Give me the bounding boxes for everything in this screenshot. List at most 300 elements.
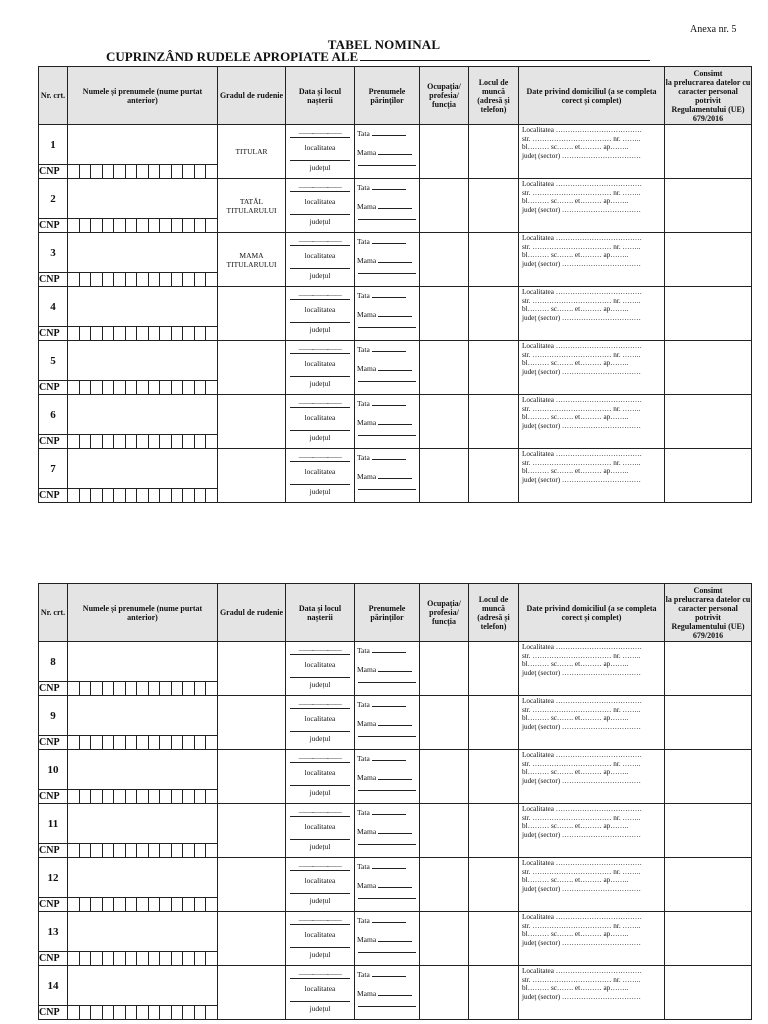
parents-cell[interactable] (355, 179, 420, 233)
grad-cell[interactable] (218, 395, 286, 449)
domicile-locality[interactable]: Localitatea ……………………………… (522, 805, 642, 813)
domicile-county[interactable]: judeţ (sector) …………………………… (522, 421, 641, 430)
domicile-locality[interactable]: Localitatea ……………………………… (522, 967, 642, 975)
parents-extra-line[interactable] (358, 381, 416, 382)
cnp-digit-cell[interactable] (183, 165, 195, 178)
cnp-digit-cell[interactable] (103, 327, 115, 340)
domicile-county[interactable]: judeţ (sector) …………………………… (522, 668, 641, 677)
parents-cell[interactable] (355, 642, 420, 696)
work-cell[interactable] (469, 233, 519, 287)
cnp-digit-cell[interactable] (172, 489, 184, 502)
cnp-digit-cell[interactable] (195, 790, 207, 803)
birth-cell[interactable] (286, 449, 355, 503)
name-cell[interactable] (68, 642, 218, 682)
domicile-county[interactable]: judeţ (sector) …………………………… (522, 475, 641, 484)
cnp-field[interactable] (68, 435, 218, 449)
grad-cell[interactable] (218, 287, 286, 341)
domicile-cell[interactable] (519, 449, 665, 503)
occupation-cell[interactable] (420, 858, 469, 912)
birth-date-field[interactable]: ——-——-—— (290, 129, 350, 138)
cnp-digit-cell[interactable] (114, 736, 126, 749)
birth-cell[interactable] (286, 179, 355, 233)
parents-extra-line[interactable] (358, 165, 416, 166)
parents-extra-line[interactable] (358, 790, 416, 791)
mother-field[interactable] (355, 309, 419, 319)
work-cell[interactable] (469, 804, 519, 858)
cnp-digit-cell[interactable] (68, 219, 80, 232)
cnp-digit-cell[interactable] (114, 682, 126, 695)
cnp-digit-cell[interactable] (80, 1006, 92, 1019)
domicile-county[interactable]: judeţ (sector) …………………………… (522, 776, 641, 785)
cnp-digit-cell[interactable] (206, 682, 217, 695)
parents-extra-line[interactable] (358, 844, 416, 845)
cnp-digit-cell[interactable] (68, 790, 80, 803)
birth-date-field[interactable]: ——-——-—— (290, 700, 350, 709)
birth-date-field[interactable]: ——-——-—— (290, 646, 350, 655)
birth-cell[interactable] (286, 804, 355, 858)
cnp-digit-cell[interactable] (137, 736, 149, 749)
mother-field[interactable] (355, 718, 419, 728)
grad-cell[interactable]: TATĂL TITULARULUI (218, 179, 286, 233)
domicile-street[interactable]: str. …………………………… nr. …….. (522, 867, 641, 876)
cnp-digit-cell[interactable] (160, 736, 172, 749)
parents-cell[interactable] (355, 341, 420, 395)
birth-cell[interactable] (286, 966, 355, 1020)
cnp-digit-cell[interactable] (126, 381, 138, 394)
birth-date-field[interactable]: ——-——-—— (290, 453, 350, 462)
mother-field[interactable] (355, 988, 419, 998)
parents-cell[interactable] (355, 233, 420, 287)
father-field[interactable] (355, 645, 419, 655)
cnp-digit-cell[interactable] (68, 1006, 80, 1019)
cnp-digit-cell[interactable] (160, 844, 172, 857)
name-cell[interactable] (68, 179, 218, 219)
domicile-locality[interactable]: Localitatea ……………………………… (522, 913, 642, 921)
father-field[interactable] (355, 236, 419, 246)
grad-cell[interactable]: MAMA TITULARULUI (218, 233, 286, 287)
father-field[interactable] (355, 398, 419, 408)
grad-cell[interactable] (218, 642, 286, 696)
cnp-digit-cell[interactable] (126, 844, 138, 857)
domicile-street[interactable]: str. …………………………… nr. …….. (522, 458, 641, 467)
cnp-digit-cell[interactable] (137, 219, 149, 232)
domicile-street[interactable]: str. …………………………… nr. …….. (522, 705, 641, 714)
domicile-county[interactable]: judeţ (sector) …………………………… (522, 884, 641, 893)
birth-cell[interactable] (286, 287, 355, 341)
domicile-cell[interactable] (519, 642, 665, 696)
birth-cell[interactable] (286, 125, 355, 179)
consent-cell[interactable] (665, 966, 752, 1020)
domicile-locality[interactable]: Localitatea ……………………………… (522, 126, 642, 134)
parents-extra-line[interactable] (358, 489, 416, 490)
occupation-cell[interactable] (420, 696, 469, 750)
cnp-digit-cell[interactable] (114, 219, 126, 232)
work-cell[interactable] (469, 125, 519, 179)
consent-cell[interactable] (665, 642, 752, 696)
consent-cell[interactable] (665, 341, 752, 395)
father-field[interactable] (355, 699, 419, 709)
cnp-digit-cell[interactable] (137, 952, 149, 965)
domicile-block[interactable]: bl……… sc……. et……… ap…….. (522, 660, 629, 669)
domicile-block[interactable]: bl……… sc……. et……… ap…….. (522, 413, 629, 422)
cnp-digit-cell[interactable] (183, 790, 195, 803)
domicile-cell[interactable] (519, 395, 665, 449)
cnp-digit-cell[interactable] (91, 489, 103, 502)
parents-extra-line[interactable] (358, 327, 416, 328)
birth-cell[interactable] (286, 750, 355, 804)
cnp-digit-cell[interactable] (206, 273, 217, 286)
cnp-digit-cell[interactable] (195, 1006, 207, 1019)
birth-cell[interactable] (286, 858, 355, 912)
domicile-locality[interactable]: Localitatea ……………………………… (522, 859, 642, 867)
birth-date-field[interactable]: ——-——-—— (290, 754, 350, 763)
domicile-block[interactable]: bl……… sc……. et……… ap…….. (522, 768, 629, 777)
cnp-digit-cell[interactable] (137, 790, 149, 803)
cnp-digit-cell[interactable] (126, 1006, 138, 1019)
birth-locality-line[interactable] (290, 156, 350, 161)
cnp-digit-cell[interactable] (114, 898, 126, 911)
consent-cell[interactable] (665, 804, 752, 858)
domicile-street[interactable]: str. …………………………… nr. …….. (522, 134, 641, 143)
cnp-digit-cell[interactable] (206, 435, 217, 448)
cnp-digit-cell[interactable] (126, 435, 138, 448)
cnp-field[interactable] (68, 790, 218, 804)
domicile-block[interactable]: bl……… sc……. et……… ap…….. (522, 197, 629, 206)
cnp-digit-cell[interactable] (195, 165, 207, 178)
cnp-digit-cell[interactable] (172, 273, 184, 286)
cnp-digit-cell[interactable] (137, 1006, 149, 1019)
cnp-digit-cell[interactable] (91, 898, 103, 911)
cnp-field[interactable] (68, 219, 218, 233)
domicile-block[interactable]: bl……… sc……. et……… ap…….. (522, 359, 629, 368)
cnp-digit-cell[interactable] (149, 952, 161, 965)
cnp-digit-cell[interactable] (160, 435, 172, 448)
domicile-street[interactable]: str. …………………………… nr. …….. (522, 921, 641, 930)
domicile-street[interactable]: str. …………………………… nr. …….. (522, 296, 641, 305)
parents-extra-line[interactable] (358, 435, 416, 436)
cnp-digit-cell[interactable] (137, 165, 149, 178)
cnp-digit-cell[interactable] (126, 898, 138, 911)
cnp-digit-cell[interactable] (103, 219, 115, 232)
cnp-digit-cell[interactable] (160, 898, 172, 911)
cnp-digit-cell[interactable] (137, 381, 149, 394)
cnp-digit-cell[interactable] (103, 1006, 115, 1019)
parents-cell[interactable] (355, 287, 420, 341)
domicile-street[interactable]: str. …………………………… nr. …….. (522, 651, 641, 660)
cnp-digit-cell[interactable] (149, 327, 161, 340)
work-cell[interactable] (469, 750, 519, 804)
father-field[interactable] (355, 753, 419, 763)
cnp-digit-cell[interactable] (103, 898, 115, 911)
cnp-digit-cell[interactable] (172, 219, 184, 232)
birth-date-field[interactable]: ——-——-—— (290, 399, 350, 408)
cnp-digit-cell[interactable] (103, 273, 115, 286)
cnp-digit-cell[interactable] (195, 327, 207, 340)
grad-cell[interactable] (218, 912, 286, 966)
mother-field[interactable] (355, 664, 419, 674)
cnp-digit-cell[interactable] (91, 736, 103, 749)
parents-cell[interactable] (355, 696, 420, 750)
cnp-digit-cell[interactable] (80, 219, 92, 232)
name-cell[interactable] (68, 858, 218, 898)
cnp-digit-cell[interactable] (206, 952, 217, 965)
cnp-digit-cell[interactable] (126, 489, 138, 502)
grad-cell[interactable] (218, 858, 286, 912)
parents-extra-line[interactable] (358, 682, 416, 683)
cnp-digit-cell[interactable] (183, 273, 195, 286)
cnp-digit-cell[interactable] (80, 952, 92, 965)
parents-extra-line[interactable] (358, 219, 416, 220)
cnp-digit-cell[interactable] (183, 844, 195, 857)
cnp-digit-cell[interactable] (91, 381, 103, 394)
birth-cell[interactable] (286, 642, 355, 696)
domicile-cell[interactable] (519, 179, 665, 233)
father-field[interactable] (355, 861, 419, 871)
birth-locality-line[interactable] (290, 997, 350, 1002)
work-cell[interactable] (469, 642, 519, 696)
work-cell[interactable] (469, 395, 519, 449)
cnp-field[interactable] (68, 682, 218, 696)
cnp-digit-cell[interactable] (80, 790, 92, 803)
domicile-cell[interactable] (519, 966, 665, 1020)
parents-cell[interactable] (355, 125, 420, 179)
cnp-field[interactable] (68, 844, 218, 858)
birth-cell[interactable] (286, 696, 355, 750)
occupation-cell[interactable] (420, 125, 469, 179)
birth-date-field[interactable]: ——-——-—— (290, 916, 350, 925)
cnp-digit-cell[interactable] (160, 165, 172, 178)
cnp-digit-cell[interactable] (103, 435, 115, 448)
cnp-digit-cell[interactable] (80, 165, 92, 178)
cnp-digit-cell[interactable] (183, 381, 195, 394)
cnp-digit-cell[interactable] (195, 219, 207, 232)
cnp-digit-cell[interactable] (114, 273, 126, 286)
birth-locality-line[interactable] (290, 264, 350, 269)
work-cell[interactable] (469, 179, 519, 233)
cnp-digit-cell[interactable] (183, 1006, 195, 1019)
cnp-digit-cell[interactable] (149, 165, 161, 178)
domicile-locality[interactable]: Localitatea ……………………………… (522, 396, 642, 404)
domicile-block[interactable]: bl……… sc……. et……… ap…….. (522, 876, 629, 885)
work-cell[interactable] (469, 696, 519, 750)
parents-extra-line[interactable] (358, 736, 416, 737)
domicile-cell[interactable] (519, 341, 665, 395)
cnp-digit-cell[interactable] (137, 682, 149, 695)
work-cell[interactable] (469, 858, 519, 912)
mother-field[interactable] (355, 934, 419, 944)
birth-locality-line[interactable] (290, 210, 350, 215)
cnp-digit-cell[interactable] (126, 790, 138, 803)
name-cell[interactable] (68, 233, 218, 273)
domicile-cell[interactable] (519, 287, 665, 341)
occupation-cell[interactable] (420, 912, 469, 966)
father-field[interactable] (355, 915, 419, 925)
cnp-digit-cell[interactable] (206, 790, 217, 803)
mother-field[interactable] (355, 471, 419, 481)
cnp-digit-cell[interactable] (68, 165, 80, 178)
name-cell[interactable] (68, 966, 218, 1006)
cnp-digit-cell[interactable] (195, 381, 207, 394)
birth-locality-line[interactable] (290, 372, 350, 377)
cnp-digit-cell[interactable] (172, 327, 184, 340)
cnp-digit-cell[interactable] (114, 435, 126, 448)
parents-extra-line[interactable] (358, 1006, 416, 1007)
cnp-digit-cell[interactable] (68, 736, 80, 749)
cnp-digit-cell[interactable] (195, 844, 207, 857)
cnp-digit-cell[interactable] (149, 898, 161, 911)
cnp-field[interactable] (68, 1006, 218, 1020)
mother-field[interactable] (355, 201, 419, 211)
cnp-digit-cell[interactable] (206, 898, 217, 911)
domicile-cell[interactable] (519, 804, 665, 858)
name-cell[interactable] (68, 395, 218, 435)
occupation-cell[interactable] (420, 341, 469, 395)
cnp-digit-cell[interactable] (137, 327, 149, 340)
birth-cell[interactable] (286, 341, 355, 395)
cnp-digit-cell[interactable] (172, 381, 184, 394)
cnp-digit-cell[interactable] (183, 489, 195, 502)
name-cell[interactable] (68, 449, 218, 489)
birth-date-field[interactable]: ——-——-—— (290, 291, 350, 300)
consent-cell[interactable] (665, 395, 752, 449)
cnp-digit-cell[interactable] (126, 165, 138, 178)
mother-field[interactable] (355, 772, 419, 782)
cnp-digit-cell[interactable] (91, 1006, 103, 1019)
domicile-street[interactable]: str. …………………………… nr. …….. (522, 759, 641, 768)
parents-extra-line[interactable] (358, 273, 416, 274)
domicile-locality[interactable]: Localitatea ……………………………… (522, 180, 642, 188)
birth-date-field[interactable]: ——-——-—— (290, 237, 350, 246)
cnp-digit-cell[interactable] (172, 898, 184, 911)
domicile-block[interactable]: bl……… sc……. et……… ap…….. (522, 822, 629, 831)
cnp-digit-cell[interactable] (126, 952, 138, 965)
cnp-digit-cell[interactable] (68, 273, 80, 286)
cnp-digit-cell[interactable] (172, 1006, 184, 1019)
cnp-digit-cell[interactable] (114, 1006, 126, 1019)
birth-date-field[interactable]: ——-——-—— (290, 970, 350, 979)
cnp-digit-cell[interactable] (149, 219, 161, 232)
domicile-county[interactable]: judeţ (sector) …………………………… (522, 992, 641, 1001)
cnp-digit-cell[interactable] (68, 844, 80, 857)
cnp-digit-cell[interactable] (160, 1006, 172, 1019)
cnp-digit-cell[interactable] (80, 381, 92, 394)
cnp-digit-cell[interactable] (126, 736, 138, 749)
cnp-digit-cell[interactable] (160, 381, 172, 394)
mother-field[interactable] (355, 147, 419, 157)
cnp-digit-cell[interactable] (149, 489, 161, 502)
domicile-county[interactable]: judeţ (sector) …………………………… (522, 313, 641, 322)
grad-cell[interactable] (218, 341, 286, 395)
cnp-digit-cell[interactable] (91, 327, 103, 340)
father-field[interactable] (355, 290, 419, 300)
parents-cell[interactable] (355, 804, 420, 858)
domicile-cell[interactable] (519, 750, 665, 804)
name-cell[interactable] (68, 912, 218, 952)
domicile-street[interactable]: str. …………………………… nr. …….. (522, 975, 641, 984)
occupation-cell[interactable] (420, 966, 469, 1020)
domicile-county[interactable]: judeţ (sector) …………………………… (522, 367, 641, 376)
consent-cell[interactable] (665, 233, 752, 287)
owner-name-field[interactable] (360, 49, 650, 61)
consent-cell[interactable] (665, 750, 752, 804)
cnp-digit-cell[interactable] (149, 682, 161, 695)
consent-cell[interactable] (665, 449, 752, 503)
name-cell[interactable] (68, 341, 218, 381)
cnp-field[interactable] (68, 736, 218, 750)
cnp-digit-cell[interactable] (91, 435, 103, 448)
cnp-digit-cell[interactable] (183, 952, 195, 965)
birth-locality-line[interactable] (290, 727, 350, 732)
domicile-block[interactable]: bl……… sc……. et……… ap…….. (522, 930, 629, 939)
cnp-digit-cell[interactable] (91, 165, 103, 178)
cnp-digit-cell[interactable] (91, 682, 103, 695)
occupation-cell[interactable] (420, 395, 469, 449)
cnp-digit-cell[interactable] (103, 790, 115, 803)
domicile-street[interactable]: str. …………………………… nr. …….. (522, 350, 641, 359)
cnp-digit-cell[interactable] (206, 844, 217, 857)
cnp-field[interactable] (68, 381, 218, 395)
occupation-cell[interactable] (420, 287, 469, 341)
birth-locality-line[interactable] (290, 781, 350, 786)
cnp-digit-cell[interactable] (195, 682, 207, 695)
cnp-digit-cell[interactable] (149, 435, 161, 448)
cnp-digit-cell[interactable] (114, 790, 126, 803)
cnp-digit-cell[interactable] (160, 952, 172, 965)
domicile-locality[interactable]: Localitatea ……………………………… (522, 234, 642, 242)
father-field[interactable] (355, 807, 419, 817)
cnp-digit-cell[interactable] (206, 165, 217, 178)
cnp-digit-cell[interactable] (91, 273, 103, 286)
birth-date-field[interactable]: ——-——-—— (290, 345, 350, 354)
cnp-digit-cell[interactable] (183, 898, 195, 911)
consent-cell[interactable] (665, 912, 752, 966)
birth-locality-line[interactable] (290, 426, 350, 431)
cnp-digit-cell[interactable] (103, 844, 115, 857)
cnp-digit-cell[interactable] (68, 489, 80, 502)
domicile-street[interactable]: str. …………………………… nr. …….. (522, 813, 641, 822)
parents-cell[interactable] (355, 966, 420, 1020)
cnp-digit-cell[interactable] (68, 327, 80, 340)
cnp-digit-cell[interactable] (80, 489, 92, 502)
cnp-digit-cell[interactable] (103, 682, 115, 695)
cnp-digit-cell[interactable] (206, 219, 217, 232)
domicile-locality[interactable]: Localitatea ……………………………… (522, 751, 642, 759)
cnp-digit-cell[interactable] (183, 682, 195, 695)
name-cell[interactable] (68, 125, 218, 165)
cnp-digit-cell[interactable] (91, 844, 103, 857)
domicile-county[interactable]: judeţ (sector) …………………………… (522, 722, 641, 731)
cnp-digit-cell[interactable] (160, 790, 172, 803)
cnp-digit-cell[interactable] (206, 489, 217, 502)
work-cell[interactable] (469, 287, 519, 341)
domicile-locality[interactable]: Localitatea ……………………………… (522, 643, 642, 651)
domicile-block[interactable]: bl……… sc……. et……… ap…….. (522, 143, 629, 152)
cnp-digit-cell[interactable] (68, 898, 80, 911)
father-field[interactable] (355, 344, 419, 354)
cnp-digit-cell[interactable] (195, 435, 207, 448)
cnp-digit-cell[interactable] (80, 844, 92, 857)
birth-cell[interactable] (286, 395, 355, 449)
mother-field[interactable] (355, 880, 419, 890)
domicile-cell[interactable] (519, 125, 665, 179)
domicile-locality[interactable]: Localitatea ……………………………… (522, 697, 642, 705)
cnp-digit-cell[interactable] (149, 273, 161, 286)
cnp-digit-cell[interactable] (103, 165, 115, 178)
cnp-digit-cell[interactable] (103, 381, 115, 394)
cnp-digit-cell[interactable] (114, 165, 126, 178)
cnp-digit-cell[interactable] (91, 219, 103, 232)
cnp-digit-cell[interactable] (149, 844, 161, 857)
